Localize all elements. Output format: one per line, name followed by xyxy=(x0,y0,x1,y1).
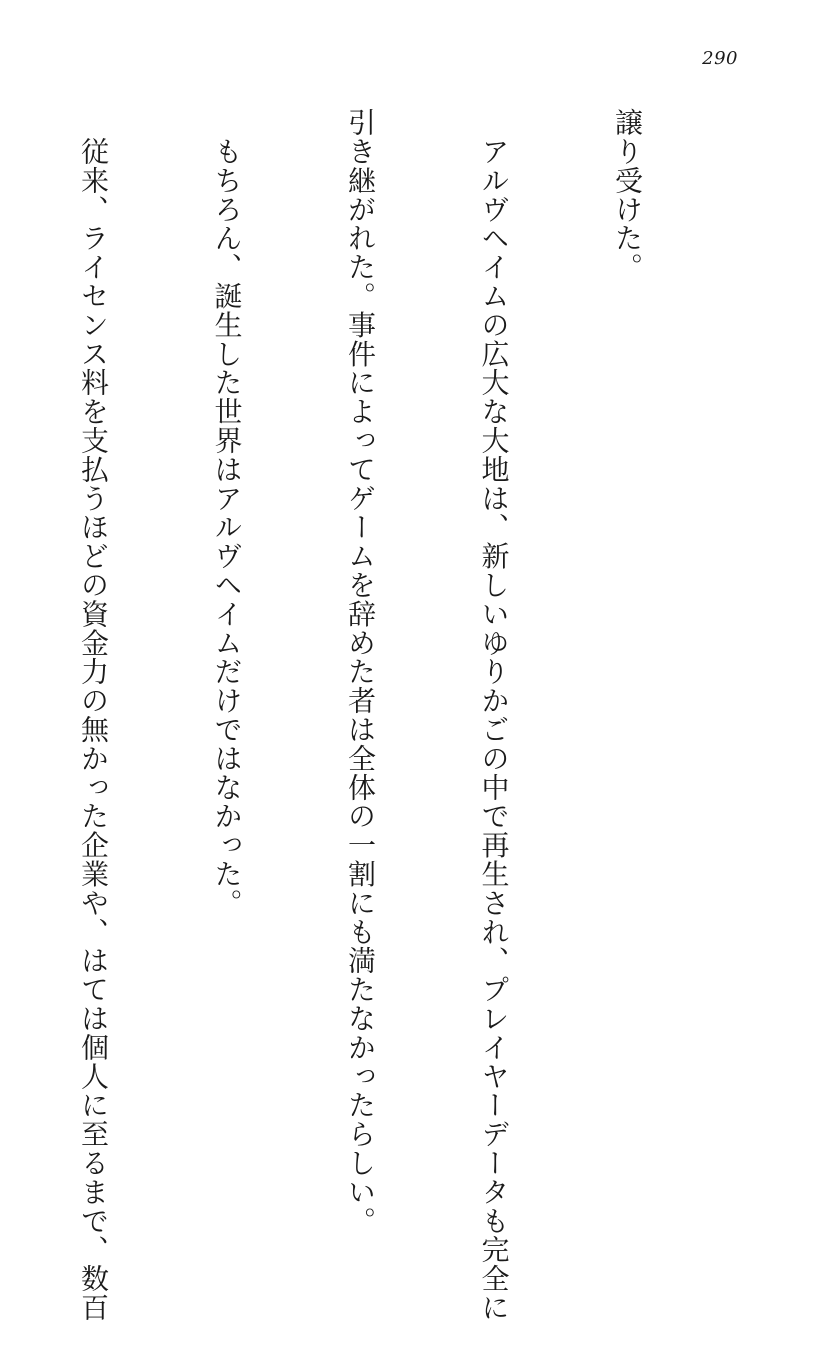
text-line: 従来、ライセンス料を支払うほどの資金力の無かった企業や、はては個人に至るまで、数百 xyxy=(77,108,110,1322)
text-line: 引き継がれた。事件によってゲームを辞めた者は全体の一割にも満たなかったらしい。 xyxy=(344,108,377,1236)
text-line: アルヴヘイムの広大な大地は、新しいゆりかごの中で再生され、プレイヤーデータも完全に xyxy=(477,108,511,1322)
novel-text-body xyxy=(0,108,738,1322)
page-number: 290 xyxy=(702,48,738,69)
text-line: 譲り受けた。 xyxy=(611,108,644,282)
text-line: もちろん、誕生した世界はアルヴヘイムだけではなかった。 xyxy=(210,108,244,918)
